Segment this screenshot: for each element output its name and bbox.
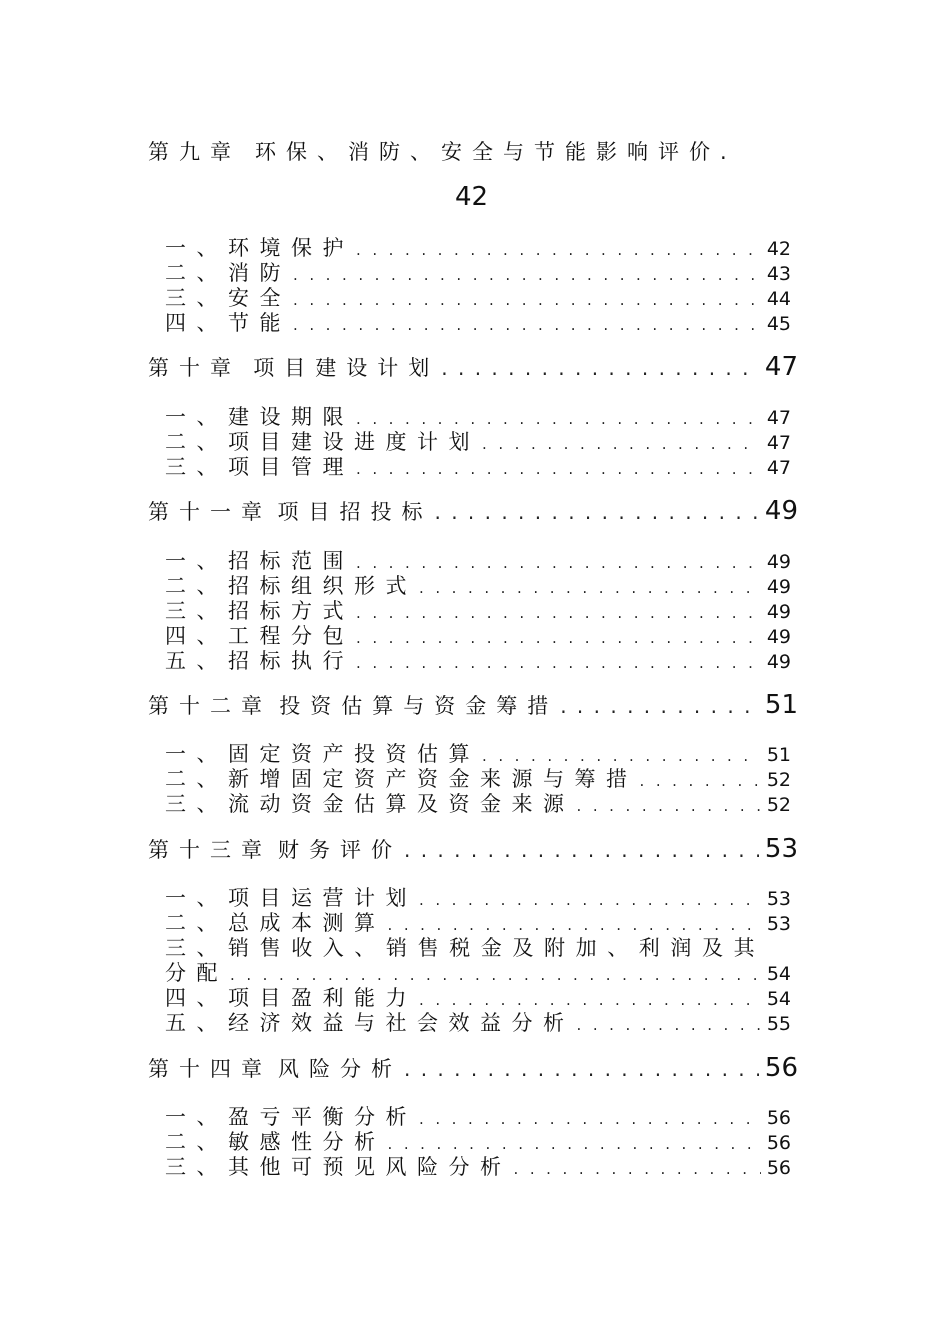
chapter-label: 第十四章 — [148, 1057, 272, 1081]
entry-title: 建设期限 — [228, 405, 354, 429]
toc-entry[interactable] — [165, 788, 791, 818]
entry-number: 二、 — [165, 1130, 228, 1154]
dot-leader — [560, 694, 759, 718]
chapter-title: 财务评价 — [278, 838, 402, 862]
entry-number: 一、 — [165, 886, 228, 910]
entry-number: 三、 — [165, 599, 228, 623]
entry-number: 一、 — [165, 236, 228, 260]
toc-chapter-10[interactable] — [148, 352, 798, 382]
toc-chapter-13[interactable] — [148, 834, 798, 864]
entry-page-number: 47 — [766, 457, 791, 479]
entry-page-number: 55 — [766, 1013, 791, 1035]
dot-leader — [434, 500, 758, 524]
entry-title: 消防 — [228, 261, 291, 285]
chapter-title: 项目招投标 — [277, 500, 433, 524]
entry-title: 盈亏平衡分析 — [228, 1105, 417, 1129]
entry-title: 安全 — [228, 286, 291, 310]
toc-chapter-9[interactable] — [148, 136, 798, 166]
entry-number: 一、 — [165, 742, 228, 766]
dot-leader — [404, 1057, 759, 1081]
entry-title: 招标组织形式 — [228, 574, 417, 598]
entry-title: 其他可预见风险分析 — [228, 1155, 512, 1179]
entry-number: 一、 — [165, 1105, 228, 1129]
entry-page-number: 56 — [766, 1157, 791, 1179]
entry-number: 二、 — [165, 911, 228, 935]
entry-page-number: 49 — [766, 651, 791, 673]
chapter-label: 第十章 — [148, 356, 241, 380]
toc-chapter-14[interactable] — [148, 1053, 798, 1083]
entry-page-number: 49 — [766, 551, 791, 573]
entry-title: 招标方式 — [228, 599, 354, 623]
entry-title: 项目管理 — [228, 455, 354, 479]
entry-title: 招标范围 — [228, 549, 354, 573]
entry-title: 总成本测算 — [228, 911, 386, 935]
toc-entry[interactable] — [165, 451, 791, 481]
entry-title: 经济效益与社会效益分析 — [228, 1011, 575, 1035]
entry-page-number: 52 — [766, 794, 791, 816]
entry-number: 二、 — [165, 261, 228, 285]
entry-page-number: 49 — [766, 576, 791, 598]
entry-page-number: 43 — [766, 263, 791, 285]
entry-page-number: 54 — [766, 963, 791, 985]
entry-page-number: 56 — [766, 1107, 791, 1129]
chapter-page-number: 51 — [764, 690, 798, 720]
chapter-label: 第十一章 — [148, 500, 272, 524]
toc-chapter-11[interactable] — [148, 496, 798, 526]
entry-title: 项目运营计划 — [228, 886, 417, 910]
entry-title: 工程分包 — [228, 624, 354, 648]
chapter-page-number: 42 — [455, 182, 489, 212]
chapter-label: 第十二章 — [148, 694, 272, 718]
entry-page-number: 47 — [766, 407, 791, 429]
chapter-label: 第十三章 — [148, 838, 272, 862]
dot-leader — [577, 797, 761, 815]
entry-number: 三、 — [165, 286, 228, 310]
entry-title: 节能 — [228, 311, 291, 335]
chapter-title: 项目建设计划 — [253, 356, 440, 380]
chapter-title: 投资估算与资金筹措 — [279, 694, 559, 718]
entry-page-number: 42 — [766, 238, 791, 260]
entry-number: 五、 — [165, 649, 228, 673]
entry-page-number: 45 — [766, 313, 791, 335]
toc-entry[interactable] — [165, 1151, 791, 1181]
entry-title-continuation: 分配 — [165, 961, 228, 985]
dot-leader — [356, 460, 761, 478]
chapter-page-number: 47 — [764, 352, 798, 382]
entry-title: 固定资产投资估算 — [228, 742, 480, 766]
toc-entry[interactable] — [165, 307, 791, 337]
entry-number: 四、 — [165, 311, 228, 335]
entry-page-number: 52 — [766, 769, 791, 791]
entry-number: 四、 — [165, 624, 228, 648]
entry-page-number: 47 — [766, 432, 791, 454]
dot-leader — [356, 654, 761, 672]
chapter-page-number: 49 — [764, 496, 798, 526]
entry-number: 二、 — [165, 574, 228, 598]
chapter-page-number: 53 — [764, 834, 798, 864]
entry-number: 三、 — [165, 1155, 228, 1179]
entry-title: 环境保护 — [228, 236, 354, 260]
entry-number: 五、 — [165, 1011, 228, 1035]
dot-leader — [404, 838, 759, 862]
entry-number: 一、 — [165, 405, 228, 429]
entry-title: 敏感性分析 — [228, 1130, 386, 1154]
entry-number: 三、 — [165, 792, 228, 816]
entry-title: 招标执行 — [228, 649, 354, 673]
entry-number: 二、 — [165, 767, 228, 791]
entry-page-number: 53 — [766, 888, 791, 910]
chapter-title: 环保、消防、安全与节能影响评价. — [255, 140, 737, 164]
entry-page-number: 49 — [766, 601, 791, 623]
entry-number: 三、 — [165, 936, 228, 960]
entry-page-number: 54 — [766, 988, 791, 1010]
toc-entry[interactable] — [165, 645, 791, 675]
toc-chapter-12[interactable] — [148, 690, 798, 720]
dot-leader — [577, 1016, 761, 1034]
entry-title: 项目建设进度计划 — [228, 430, 480, 454]
entry-title: 新增固定资产资金来源与筹措 — [228, 767, 638, 791]
entry-page-number: 44 — [766, 288, 791, 310]
entry-page-number: 53 — [766, 913, 791, 935]
entry-number: 四、 — [165, 986, 228, 1010]
entry-page-number: 56 — [766, 1132, 791, 1154]
entry-number: 三、 — [165, 455, 228, 479]
entry-page-number: 51 — [766, 744, 791, 766]
toc-chapter-9-page-line — [455, 182, 515, 212]
entry-page-number: 49 — [766, 626, 791, 648]
toc-entry[interactable] — [165, 1007, 791, 1037]
entry-title: 项目盈利能力 — [228, 986, 417, 1010]
entry-title: 销售收入、销售税金及附加、利润及其 — [228, 936, 766, 960]
entry-title: 流动资金估算及资金来源 — [228, 792, 575, 816]
chapter-label: 第九章 — [148, 140, 241, 164]
dot-leader — [441, 356, 759, 380]
dot-leader — [514, 1160, 761, 1178]
chapter-page-number: 56 — [764, 1053, 798, 1083]
chapter-title: 风险分析 — [278, 1057, 402, 1081]
entry-number: 二、 — [165, 430, 228, 454]
entry-number: 一、 — [165, 549, 228, 573]
dot-leader — [293, 316, 761, 334]
